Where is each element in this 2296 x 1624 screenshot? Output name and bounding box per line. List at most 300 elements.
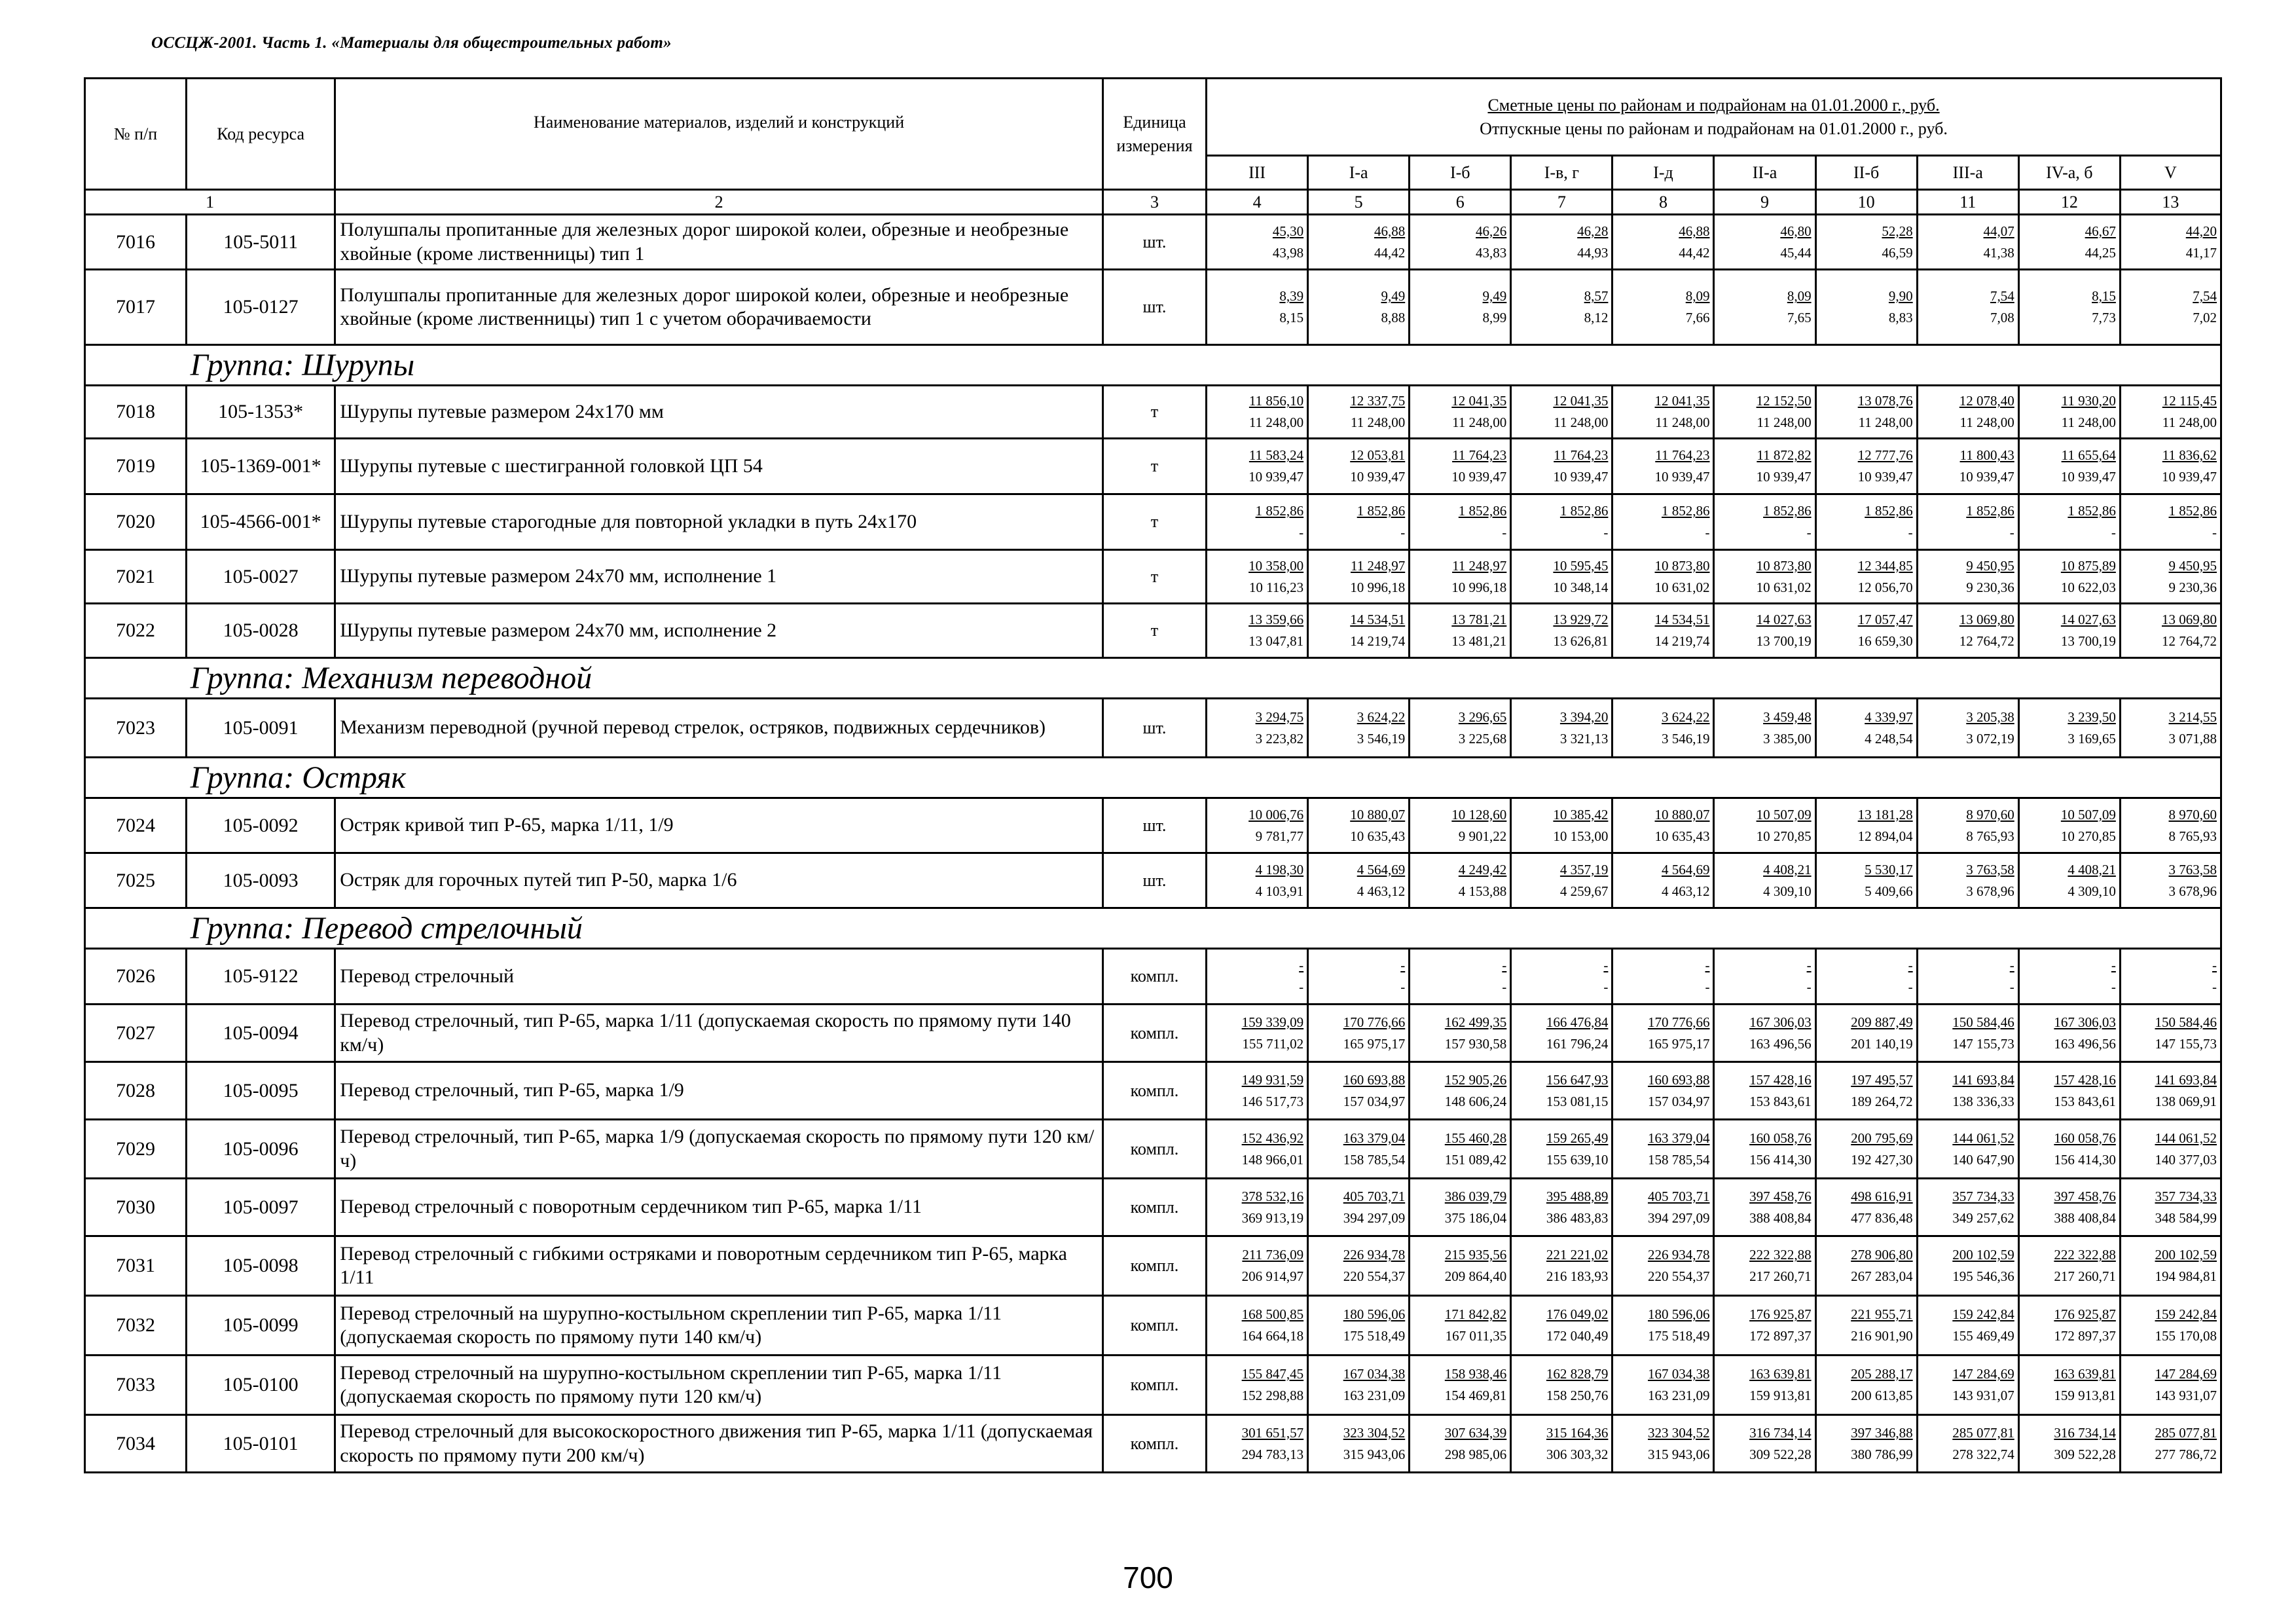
price-cell: [1511, 699, 1613, 758]
release-price: 10 939,47: [1756, 469, 1812, 485]
release-price: 220 554,37: [1647, 1268, 1710, 1285]
price-cell: [1410, 270, 1511, 345]
table-row: [85, 949, 2221, 1005]
estimated-price: 13 069,80: [2162, 612, 2217, 628]
estimated-price: 4 339,97: [1865, 709, 1913, 725]
release-price: -: [1806, 525, 1812, 541]
column-index: 4: [1207, 190, 1308, 215]
table-body: [85, 215, 2221, 1473]
estimated-price: 180 596,06: [1343, 1306, 1406, 1323]
estimated-price: 10 385,42: [1553, 806, 1609, 822]
release-price: 298 985,06: [1444, 1446, 1507, 1462]
release-price: 163 496,56: [1749, 1035, 1812, 1052]
release-price: 12 894,04: [1857, 828, 1913, 844]
release-price: 200 613,85: [1851, 1388, 1913, 1404]
price-cell: [1613, 1120, 1714, 1179]
group-row: [85, 758, 2221, 798]
release-price: 10 270,85: [1756, 828, 1812, 844]
release-price: 167 011,35: [1445, 1328, 1507, 1344]
estimated-price: 3 394,20: [1559, 709, 1609, 725]
unit-of-measure: компл.: [1102, 1005, 1206, 1062]
estimated-price: 11 583,24: [1248, 447, 1304, 464]
release-price: 8 765,93: [2168, 828, 2217, 844]
price-cell: [1308, 1296, 1410, 1356]
price-cell: [1815, 798, 1917, 853]
estimated-price: 152 905,26: [1444, 1071, 1507, 1088]
release-price: 159 913,81: [1749, 1388, 1812, 1404]
estimated-price: 11 800,43: [1959, 447, 2014, 464]
price-cell: [2018, 853, 2120, 908]
release-price: 143 931,07: [1952, 1388, 2014, 1404]
estimated-price: 152 436,92: [1241, 1130, 1304, 1146]
column-index: 2: [335, 190, 1103, 215]
price-cell: [1613, 1236, 1714, 1296]
release-price: -: [2111, 525, 2116, 541]
price-cell: [1917, 949, 2018, 1005]
price-cell: [1410, 949, 1511, 1005]
estimated-price: 10 880,07: [1654, 806, 1710, 822]
release-price: 156 414,30: [1749, 1151, 1812, 1168]
release-price: 163 496,56: [2054, 1035, 2116, 1052]
price-cell: [1511, 1120, 1613, 1179]
release-price: 277 786,72: [2155, 1446, 2217, 1462]
price-cell: [1815, 215, 1917, 270]
estimated-price: 1 852,86: [1966, 503, 2014, 519]
estimated-price: 13 078,76: [1857, 393, 1913, 409]
estimated-price: 3 239,50: [2068, 709, 2116, 725]
price-cell: [1917, 798, 2018, 853]
estimated-price: 397 458,76: [1749, 1188, 1812, 1204]
price-cell: [1815, 439, 1917, 494]
material-name: Перевод стрелочный с гибкими остряками и поворотным сердечником тип Р-65, марка 1/11: [335, 1236, 1103, 1296]
estimated-price: 9,49: [1381, 288, 1406, 304]
group-blank-cell: [85, 345, 187, 386]
estimated-price: 13 181,28: [1857, 806, 1913, 822]
price-cell: [1207, 550, 1308, 604]
estimated-price: 46,26: [1476, 223, 1507, 239]
estimated-price: 3 624,22: [1661, 709, 1710, 725]
release-price: 13 700,19: [1756, 633, 1812, 650]
release-price: 3 321,13: [1559, 730, 1609, 747]
release-price: 217 260,71: [2054, 1268, 2116, 1285]
release-price: -: [1806, 979, 1812, 995]
estimated-price: 9,90: [1888, 288, 1913, 304]
unit-of-measure: компл.: [1102, 949, 1206, 1005]
estimated-price: 10 128,60: [1451, 806, 1507, 822]
release-price: 44,25: [2085, 244, 2116, 261]
release-price: 159 913,81: [2054, 1388, 2116, 1404]
resource-code: 105-0098: [187, 1236, 335, 1296]
price-cell: [1917, 494, 2018, 550]
estimated-price: 11 836,62: [2162, 447, 2217, 464]
release-price: 11 248,00: [1554, 415, 1609, 431]
table-row: [85, 550, 2221, 604]
price-cell: [1308, 439, 1410, 494]
release-price: 172 897,37: [1749, 1328, 1812, 1344]
price-cell: [2120, 1356, 2221, 1415]
estimated-price: 10 880,07: [1350, 806, 1406, 822]
release-price: 9 230,36: [2168, 579, 2217, 595]
release-price: -: [2111, 979, 2116, 995]
release-price: 44,93: [1577, 244, 1609, 261]
resource-code: 105-0091: [187, 699, 335, 758]
unit-of-measure: т: [1102, 494, 1206, 550]
column-index: 7: [1511, 190, 1613, 215]
price-cell: [1613, 1356, 1714, 1415]
price-cell: [1917, 215, 2018, 270]
price-cell: [1613, 386, 1714, 439]
material-name: Остряк для горочных путей тип Р-50, марка 1/6: [335, 853, 1103, 908]
estimated-price: 163 379,04: [1647, 1130, 1710, 1146]
row-number: 7026: [85, 949, 187, 1005]
resource-code: 105-4566-001*: [187, 494, 335, 550]
estimated-price: 160 058,76: [1749, 1130, 1812, 1146]
table-row: [85, 215, 2221, 270]
release-price: 10 348,14: [1553, 579, 1609, 595]
material-name: Шурупы путевые размером 24х170 мм: [335, 386, 1103, 439]
release-price: 10 939,47: [1248, 469, 1304, 485]
price-cell: [2120, 798, 2221, 853]
group-blank-cell: [85, 758, 187, 798]
release-price: 44,42: [1679, 244, 1710, 261]
price-cell: [1714, 494, 1815, 550]
price-cell: [1308, 853, 1410, 908]
estimated-price: 222 322,88: [2054, 1247, 2116, 1263]
estimated-price: -: [1400, 957, 1406, 974]
region-header: II-а: [1714, 156, 1815, 190]
estimated-price: 221 955,71: [1851, 1306, 1913, 1323]
release-price: 3 546,19: [1661, 730, 1710, 747]
price-cell: [1613, 494, 1714, 550]
estimated-price: 163 639,81: [1749, 1366, 1812, 1382]
price-cell: [2120, 604, 2221, 658]
price-cell: [1207, 1062, 1308, 1120]
release-price: -: [1908, 979, 1913, 995]
estimated-price: 163 379,04: [1343, 1130, 1406, 1146]
price-cell: [2120, 550, 2221, 604]
price-cell: [1917, 439, 2018, 494]
estimated-price: 1 852,86: [1255, 503, 1304, 519]
estimated-price: 4 249,42: [1458, 861, 1507, 877]
estimated-price: 157 428,16: [1749, 1071, 1812, 1088]
estimated-price: 285 077,81: [1952, 1424, 2014, 1441]
price-cell: [1714, 1120, 1815, 1179]
estimated-price: 1 852,86: [2068, 503, 2116, 519]
estimated-price: 8,39: [1279, 288, 1304, 304]
release-price: 3 223,82: [1255, 730, 1304, 747]
price-cell: [1613, 1415, 1714, 1473]
estimated-price: 301 651,57: [1241, 1424, 1304, 1441]
estimated-price: 3 294,75: [1255, 709, 1304, 725]
release-price: -: [2212, 525, 2217, 541]
table-row: [85, 494, 2221, 550]
resource-code: 105-0097: [187, 1179, 335, 1236]
estimated-price: 46,88: [1374, 223, 1406, 239]
release-price: 10 996,18: [1451, 579, 1507, 595]
price-cell: [1511, 1179, 1613, 1236]
price-cell: [1511, 270, 1613, 345]
unit-of-measure: т: [1102, 550, 1206, 604]
resource-code: 105-5011: [187, 215, 335, 270]
row-number: 7033: [85, 1356, 187, 1415]
price-cell: [1815, 853, 1917, 908]
region-header: V: [2120, 156, 2221, 190]
resource-code: 105-1353*: [187, 386, 335, 439]
table-row: [85, 1356, 2221, 1415]
unit-of-measure: компл.: [1102, 1179, 1206, 1236]
region-header: I-а: [1308, 156, 1410, 190]
price-cell: [1613, 550, 1714, 604]
price-cell: [1714, 215, 1815, 270]
estimated-price: 11 764,23: [1554, 447, 1609, 464]
material-name: Перевод стрелочный, тип Р-65, марка 1/9: [335, 1062, 1103, 1120]
price-cell: [1207, 215, 1308, 270]
estimated-price: 12 078,40: [1959, 393, 2014, 409]
release-price: 11 248,00: [2162, 415, 2217, 431]
row-number: 7020: [85, 494, 187, 550]
table-row: [85, 1415, 2221, 1473]
estimated-price: 171 842,82: [1444, 1306, 1507, 1323]
price-cell: [2018, 949, 2120, 1005]
group-title: Группа: Перевод стрелочный: [190, 910, 583, 946]
price-cell: [2120, 1005, 2221, 1062]
price-cell: [2018, 494, 2120, 550]
material-name: Шурупы путевые с шестигранной головкой ЦП 54: [335, 439, 1103, 494]
price-cell: [1511, 386, 1613, 439]
column-index: 11: [1917, 190, 2018, 215]
estimated-price: 14 534,51: [1350, 612, 1406, 628]
price-cell: [1410, 604, 1511, 658]
release-price: 315 943,06: [1343, 1446, 1406, 1462]
price-cell: [1714, 270, 1815, 345]
table-row: [85, 1179, 2221, 1236]
estimated-price: 46,28: [1577, 223, 1609, 239]
estimated-price: 3 624,22: [1357, 709, 1406, 725]
group-blank-cell: [85, 658, 187, 699]
estimated-price: 52,28: [1882, 223, 1913, 239]
price-cell: [1917, 1356, 2018, 1415]
row-number: 7023: [85, 699, 187, 758]
price-cell: [1714, 439, 1815, 494]
price-cell: [1410, 1415, 1511, 1473]
release-price: 148 966,01: [1241, 1151, 1304, 1168]
release-price: 175 518,49: [1343, 1328, 1406, 1344]
estimated-price: 170 776,66: [1343, 1014, 1406, 1030]
column-index: 3: [1102, 190, 1206, 215]
price-cell: [1410, 550, 1511, 604]
price-cell: [1511, 439, 1613, 494]
release-price: 158 250,76: [1546, 1388, 1609, 1404]
estimated-price: 167 306,03: [1749, 1014, 1812, 1030]
price-cell: [1815, 1356, 1917, 1415]
table-row: [85, 798, 2221, 853]
price-cell: [1410, 853, 1511, 908]
estimated-price: 46,88: [1679, 223, 1710, 239]
release-price: 14 219,74: [1654, 633, 1710, 650]
price-cell: [1815, 550, 1917, 604]
release-price: 155 639,10: [1546, 1151, 1609, 1168]
estimated-price: 12 041,35: [1451, 393, 1507, 409]
price-cell: [1207, 604, 1308, 658]
estimated-price: 211 736,09: [1242, 1247, 1304, 1263]
price-cell: [1308, 604, 1410, 658]
estimated-price: 1 852,86: [1458, 503, 1507, 519]
release-price: 172 897,37: [2054, 1328, 2116, 1344]
estimated-price: 3 763,58: [1966, 861, 2014, 877]
price-cell: [1207, 1356, 1308, 1415]
estimated-price: 200 795,69: [1851, 1130, 1913, 1146]
estimated-price: 7,54: [2193, 288, 2217, 304]
estimated-price: 144 061,52: [2155, 1130, 2217, 1146]
price-cell: [1410, 1120, 1511, 1179]
price-cell: [1613, 1005, 1714, 1062]
row-number: 7022: [85, 604, 187, 658]
group-title-cell: [187, 908, 2221, 949]
row-number: 7032: [85, 1296, 187, 1356]
resource-code: 105-0094: [187, 1005, 335, 1062]
release-price: 3 678,96: [1966, 883, 2014, 899]
price-cell: [2120, 853, 2221, 908]
unit-of-measure: компл.: [1102, 1062, 1206, 1120]
release-price: 147 155,73: [1952, 1035, 2014, 1052]
release-price: 10 270,85: [2060, 828, 2116, 844]
release-price: 278 322,74: [1952, 1446, 2014, 1462]
release-price: 217 260,71: [1749, 1268, 1812, 1285]
price-cell: [1207, 439, 1308, 494]
estimated-price: 12 344,85: [1857, 557, 1913, 574]
release-price: 148 606,24: [1444, 1093, 1507, 1109]
estimated-price: 316 734,14: [2054, 1424, 2116, 1441]
estimated-price: 285 077,81: [2155, 1424, 2217, 1441]
estimated-price: -: [1705, 957, 1710, 974]
estimated-price: 226 934,78: [1343, 1247, 1406, 1263]
estimated-price: 1 852,86: [1865, 503, 1913, 519]
estimated-price: 5 530,17: [1865, 861, 1913, 877]
price-cell: [1815, 699, 1917, 758]
release-price: 3 072,19: [1966, 730, 2014, 747]
release-price: 5 409,66: [1865, 883, 1913, 899]
release-price: 4 153,88: [1458, 883, 1507, 899]
estimated-price: 14 027,63: [2060, 612, 2116, 628]
release-price: 143 931,07: [2155, 1388, 2217, 1404]
estimated-price: 14 534,51: [1654, 612, 1710, 628]
price-cell: [1613, 1179, 1714, 1236]
release-price: 380 786,99: [1851, 1446, 1913, 1462]
resource-code: 105-0099: [187, 1296, 335, 1356]
estimated-price: 386 039,79: [1444, 1188, 1507, 1204]
estimated-price: 8 970,60: [1966, 806, 2014, 822]
release-price: -: [2009, 525, 2014, 541]
prices-header-release: Отпускные цены по районам и подрайонам на 01.01.2000 г., руб.: [1480, 119, 1948, 138]
price-cell: [2120, 1062, 2221, 1120]
release-price: 10 622,03: [2060, 579, 2116, 595]
price-cell: [1410, 1179, 1511, 1236]
release-price: 172 040,49: [1546, 1328, 1609, 1344]
price-cell: [2018, 1236, 2120, 1296]
price-cell: [2018, 550, 2120, 604]
release-price: 267 283,04: [1851, 1268, 1913, 1285]
unit-of-measure: т: [1102, 604, 1206, 658]
estimated-price: 141 693,84: [1952, 1071, 2014, 1088]
estimated-price: 159 339,09: [1241, 1014, 1304, 1030]
estimated-price: -: [2009, 957, 2014, 974]
release-price: -: [1400, 525, 1406, 541]
col-header-name: Наименование материалов, изделий и конструкций: [335, 79, 1103, 190]
release-price: 16 659,30: [1857, 633, 1913, 650]
price-cell: [2120, 1120, 2221, 1179]
estimated-price: 167 034,38: [1647, 1366, 1710, 1382]
estimated-price: 9 450,95: [1966, 557, 2014, 574]
estimated-price: 159 242,84: [2155, 1306, 2217, 1323]
release-price: 12 764,72: [2162, 633, 2217, 650]
price-cell: [1207, 699, 1308, 758]
release-price: 157 034,97: [1343, 1093, 1406, 1109]
estimated-price: 150 584,46: [1952, 1014, 2014, 1030]
release-price: 155 170,08: [2155, 1328, 2217, 1344]
price-cell: [2018, 699, 2120, 758]
estimated-price: 12 152,50: [1756, 393, 1812, 409]
price-cell: [1308, 386, 1410, 439]
release-price: 43,83: [1476, 244, 1507, 261]
price-cell: [1714, 699, 1815, 758]
price-cell: [1207, 1179, 1308, 1236]
table-row: [85, 699, 2221, 758]
estimated-price: 7,54: [1990, 288, 2014, 304]
estimated-price: -: [2111, 957, 2116, 974]
price-cell: [1917, 604, 2018, 658]
material-name: Полушпалы пропитанные для железных дорог широкой колеи, обрезные и необрезные хвойные (кроме лиственницы) тип 1 с учетом оборачиваемости: [335, 270, 1103, 345]
price-cell: [1815, 1415, 1917, 1473]
unit-of-measure: шт.: [1102, 215, 1206, 270]
price-cell: [1308, 1236, 1410, 1296]
estimated-price: 10 358,00: [1248, 557, 1304, 574]
release-price: 309 522,28: [2054, 1446, 2116, 1462]
price-cell: [1410, 1296, 1511, 1356]
resource-code: 105-0100: [187, 1356, 335, 1415]
release-price: 10 153,00: [1553, 828, 1609, 844]
release-price: -: [1908, 525, 1913, 541]
release-price: 44,42: [1374, 244, 1406, 261]
release-price: 154 469,81: [1444, 1388, 1507, 1404]
row-number: 7031: [85, 1236, 187, 1296]
material-name: Перевод стрелочный, тип Р-65, марка 1/11 (допускаемая скорость по прямому пути 140 км/ч): [335, 1005, 1103, 1062]
estimated-price: 9,49: [1482, 288, 1507, 304]
estimated-price: 209 887,49: [1851, 1014, 1913, 1030]
release-price: 164 664,18: [1241, 1328, 1304, 1344]
estimated-price: 10 006,76: [1248, 806, 1304, 822]
price-cell: [2018, 1062, 2120, 1120]
price-cell: [1308, 550, 1410, 604]
price-cell: [1714, 604, 1815, 658]
material-name: Перевод стрелочный на шурупно-костыльном скреплении тип Р-65, марка 1/11 (допускаемая скорость по прямому пути 140 км/ч): [335, 1296, 1103, 1356]
release-price: 11 248,00: [1858, 415, 1913, 431]
estimated-price: 323 304,52: [1647, 1424, 1710, 1441]
estimated-price: 167 306,03: [2054, 1014, 2116, 1030]
estimated-price: 46,80: [1780, 223, 1812, 239]
document-header: ОССЦЖ-2001. Часть 1. «Материалы для общестроительных работ»: [151, 34, 672, 52]
estimated-price: 12 777,76: [1857, 447, 1913, 464]
estimated-price: 170 776,66: [1647, 1014, 1710, 1030]
release-price: 3 385,00: [1763, 730, 1812, 747]
release-price: 163 231,09: [1343, 1388, 1406, 1404]
price-cell: [1613, 949, 1714, 1005]
estimated-price: 13 929,72: [1553, 612, 1609, 628]
release-price: 194 984,81: [2155, 1268, 2217, 1285]
release-price: 138 336,33: [1952, 1093, 2014, 1109]
price-cell: [2120, 215, 2221, 270]
release-price: 3 678,96: [2168, 883, 2217, 899]
estimated-price: 12 041,35: [1654, 393, 1710, 409]
